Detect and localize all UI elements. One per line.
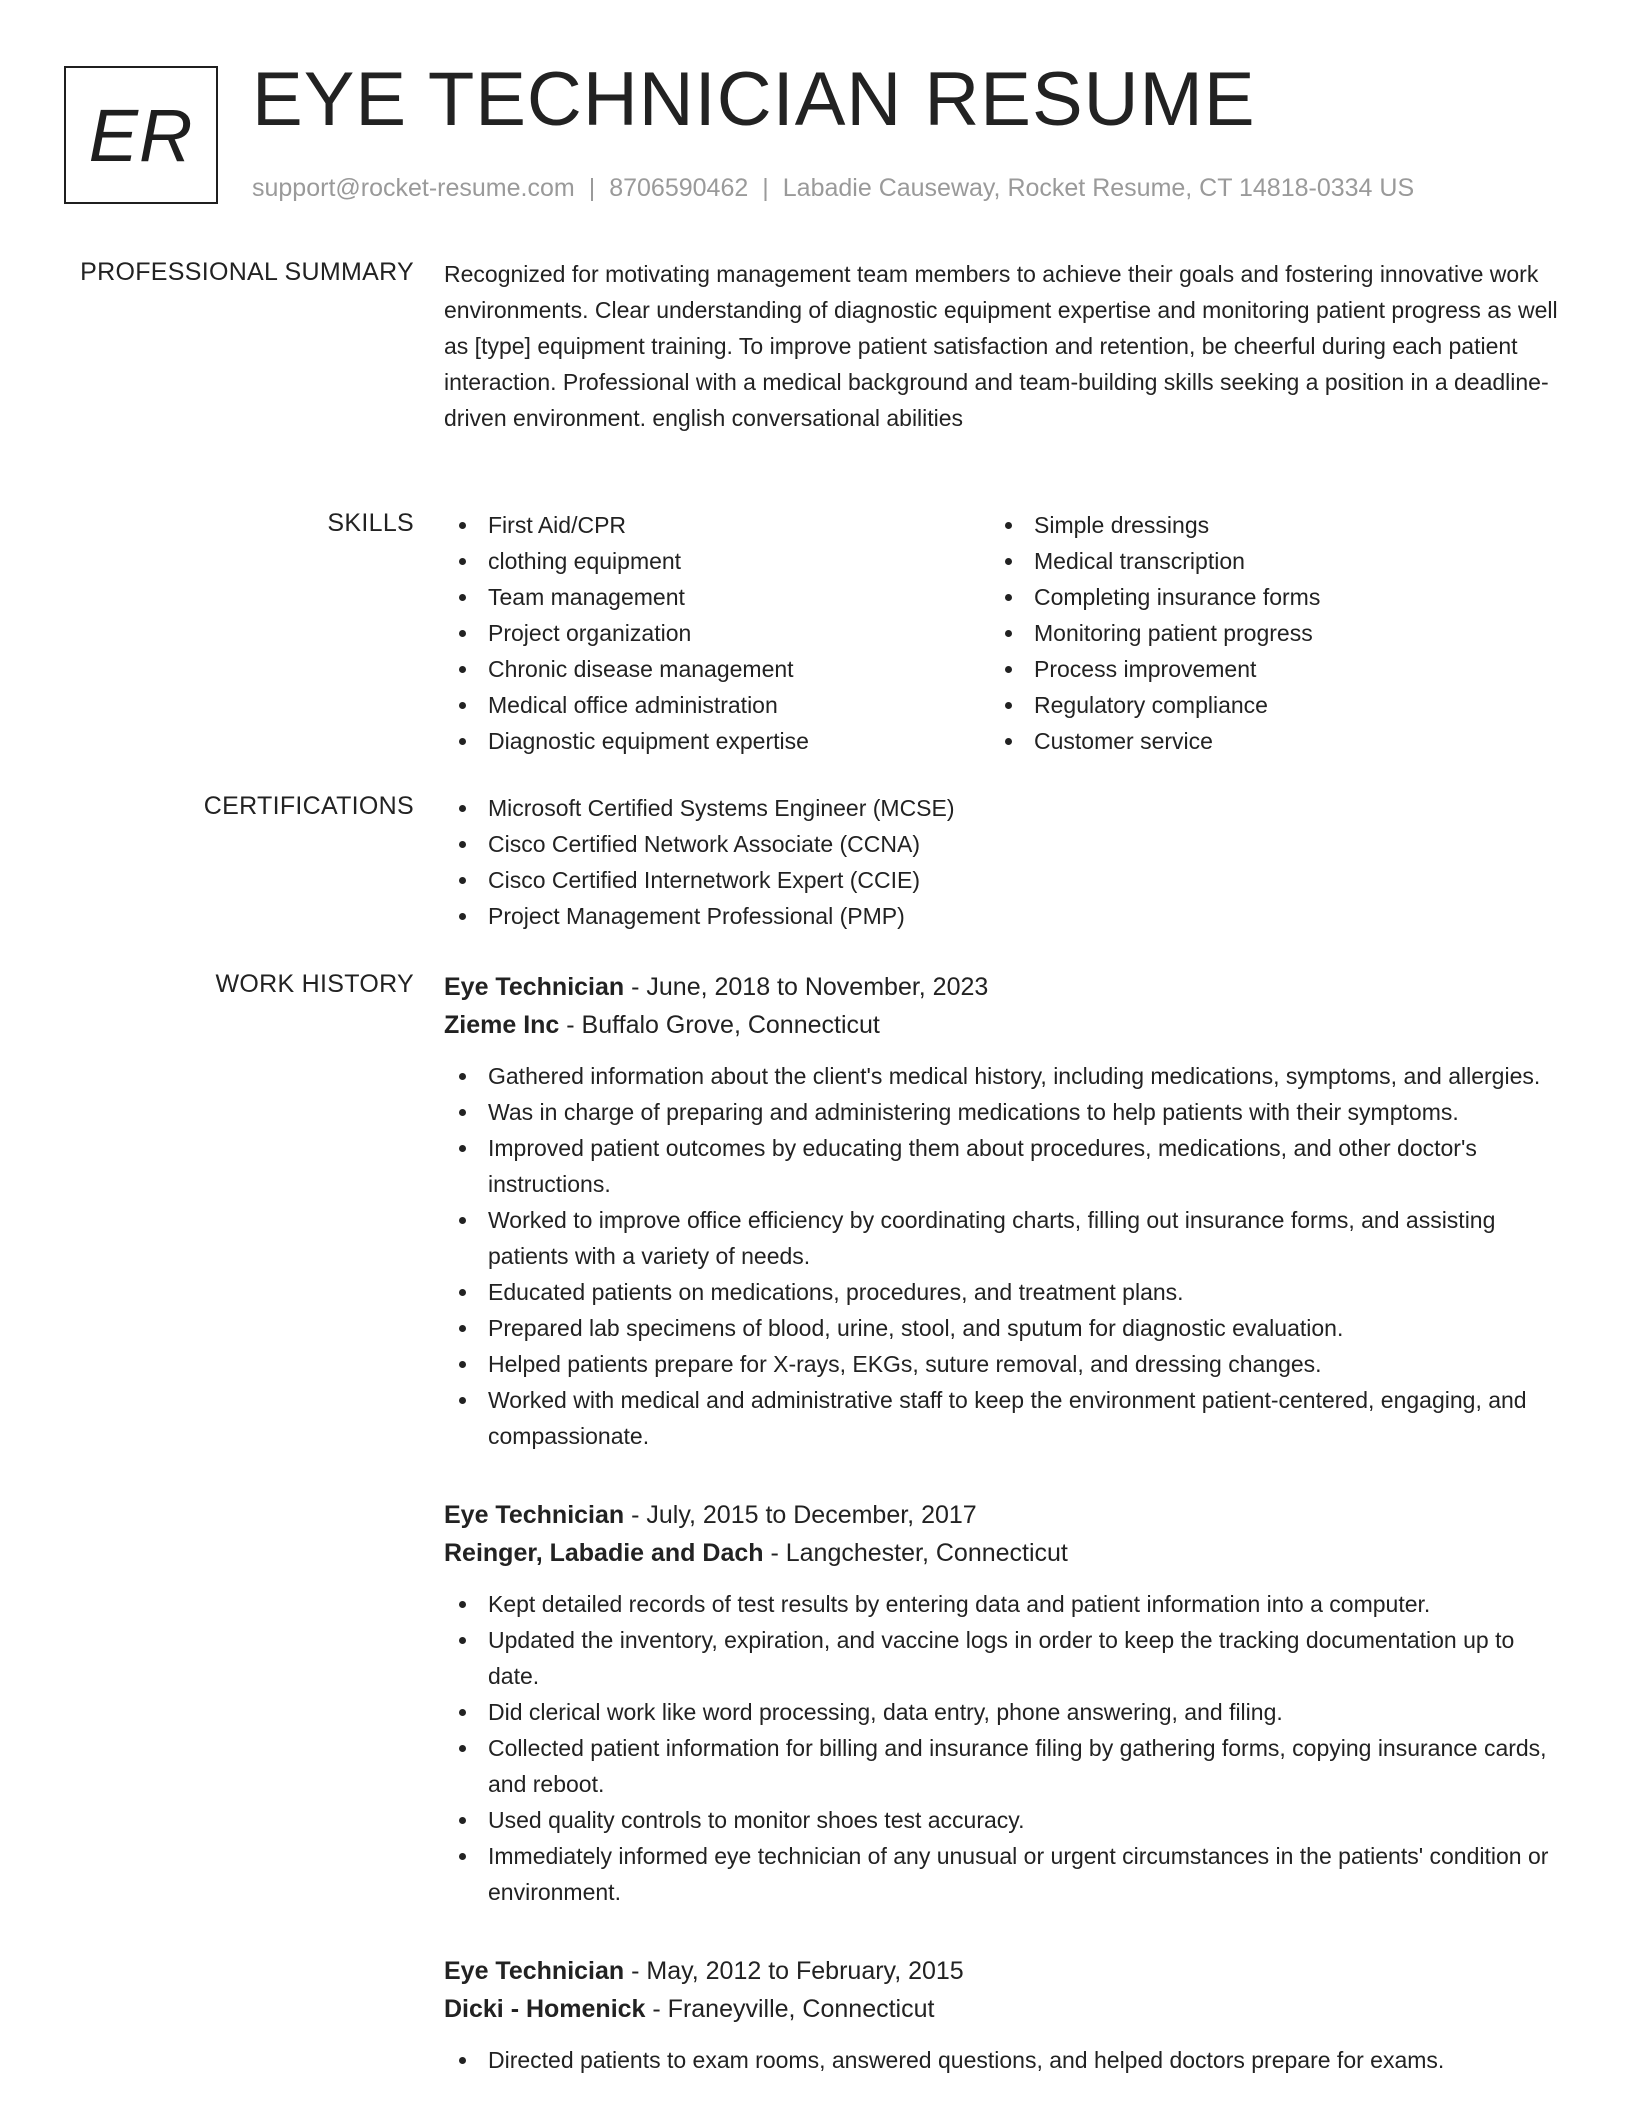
- initials-text: ER: [88, 93, 194, 177]
- certifications-body: [444, 790, 1562, 934]
- page-title: EYE TECHNICIAN RESUME: [252, 57, 1256, 142]
- work-history-heading: WORK HISTORY: [215, 970, 414, 998]
- job-duty: Kept detailed records of test results by entering data and patient information into a computer.: [444, 1586, 1562, 1622]
- job-dates: - June, 2018 to November, 2023: [624, 973, 989, 1001]
- certification-item: Cisco Certified Network Associate (CCNA): [444, 826, 1562, 862]
- job-company: Zieme Inc: [444, 1011, 560, 1039]
- initials-logo: [64, 66, 218, 204]
- job-entry: [444, 968, 1562, 1454]
- job-dates: - May, 2012 to February, 2015: [624, 1957, 964, 1985]
- job-company: Dicki - Homenick: [444, 1995, 646, 2023]
- job-location: - Langchester, Connecticut: [763, 1539, 1068, 1567]
- certification-item: Cisco Certified Internetwork Expert (CCIE): [444, 862, 1562, 898]
- job-duty: Gathered information about the client's medical history, including medications, symptoms, and allergies.: [444, 1058, 1562, 1094]
- job-company-line: [444, 1006, 1562, 1044]
- skill-item: Process improvement: [990, 651, 1536, 687]
- job-title-line: [444, 1496, 1562, 1534]
- contact-separator: |: [762, 174, 769, 202]
- skill-item: Project organization: [444, 615, 990, 651]
- skill-item: Diagnostic equipment expertise: [444, 723, 990, 759]
- job-duty: Immediately informed eye technician of any unusual or urgent circumstances in the patients' condition or environment.: [444, 1838, 1562, 1910]
- skill-item: Medical office administration: [444, 687, 990, 723]
- certifications-list: [444, 790, 1562, 934]
- contact-email: support@rocket-resume.com: [252, 174, 575, 202]
- skills-list-left: [444, 507, 990, 759]
- job-duty: Collected patient information for billing and insurance filing by gathering forms, copying insurance cards, and reboot.: [444, 1730, 1562, 1802]
- job-company-line: [444, 1534, 1562, 1572]
- skill-item: clothing equipment: [444, 543, 990, 579]
- job-duties-list: [444, 1586, 1562, 1910]
- job-location: - Buffalo Grove, Connecticut: [559, 1011, 880, 1039]
- job-duty: Improved patient outcomes by educating them about procedures, medications, and other doctor's instructions.: [444, 1130, 1562, 1202]
- skill-item: Simple dressings: [990, 507, 1536, 543]
- skills-heading: SKILLS: [327, 509, 414, 537]
- job-location: - Franeyville, Connecticut: [645, 1995, 935, 2023]
- job-duty: Worked to improve office efficiency by coordinating charts, filling out insurance forms, and assisting patients with a variety of needs.: [444, 1202, 1562, 1274]
- job-title-line: [444, 1952, 1562, 1990]
- summary-body: [444, 256, 1562, 436]
- skill-item: Chronic disease management: [444, 651, 990, 687]
- skills-list-right: [990, 507, 1536, 759]
- contact-separator: |: [588, 174, 596, 202]
- contact-info: [252, 174, 1414, 203]
- job-duty: Was in charge of preparing and administering medications to help patients with their symptoms.: [444, 1094, 1562, 1130]
- job-duties-list: [444, 2042, 1562, 2078]
- job-company: Reinger, Labadie and Dach: [444, 1539, 764, 1567]
- contact-address: Labadie Causeway, Rocket Resume, CT 14818-0334 US: [782, 174, 1415, 202]
- summary-heading: PROFESSIONAL SUMMARY: [80, 258, 414, 286]
- work-history-body: [444, 968, 1562, 2078]
- job-duty: Helped patients prepare for X-rays, EKGs, suture removal, and dressing changes.: [444, 1346, 1562, 1382]
- skill-item: Team management: [444, 579, 990, 615]
- skill-item: Medical transcription: [990, 543, 1536, 579]
- certification-item: Microsoft Certified Systems Engineer (MCSE): [444, 790, 1562, 826]
- job-title-line: [444, 968, 1562, 1006]
- skill-item: Customer service: [990, 723, 1536, 759]
- job-company-line: [444, 1990, 1562, 2028]
- job-duty: Educated patients on medications, procedures, and treatment plans.: [444, 1274, 1562, 1310]
- job-title: Eye Technician: [444, 1957, 625, 1985]
- job-title: Eye Technician: [444, 1501, 625, 1529]
- job-duty: Did clerical work like word processing, data entry, phone answering, and filing.: [444, 1694, 1562, 1730]
- job-duties-list: [444, 1058, 1562, 1454]
- job-duty: Prepared lab specimens of blood, urine, stool, and sputum for diagnostic evaluation.: [444, 1310, 1562, 1346]
- job-entry: [444, 1496, 1562, 1910]
- skill-item: Monitoring patient progress: [990, 615, 1536, 651]
- skill-item: Regulatory compliance: [990, 687, 1536, 723]
- job-duty: Updated the inventory, expiration, and vaccine logs in order to keep the tracking documentation up to date.: [444, 1622, 1562, 1694]
- job-title: Eye Technician: [444, 973, 625, 1001]
- certifications-heading: CERTIFICATIONS: [203, 792, 414, 820]
- job-duty: Worked with medical and administrative staff to keep the environment patient-centered, engaging, and compassionate.: [444, 1382, 1562, 1454]
- skill-item: First Aid/CPR: [444, 507, 990, 543]
- skill-item: Completing insurance forms: [990, 579, 1536, 615]
- contact-phone: 8706590462: [609, 174, 749, 202]
- job-dates: - July, 2015 to December, 2017: [624, 1501, 977, 1529]
- certification-item: Project Management Professional (PMP): [444, 898, 1562, 934]
- job-duty: Used quality controls to monitor shoes test accuracy.: [444, 1802, 1562, 1838]
- job-entry: [444, 1952, 1562, 2078]
- summary-text: Recognized for motivating management team members to achieve their goals and fostering innovative work environments. Clear understanding of diagnostic equipment expertise and monitoring patient progress as well as [type] equipment training. To improve patient satisfaction and retention, be cheerful during each patient interaction. Professional with a medical background and team-building skills seeking a position in a deadline-driven environment. english conversational abilities: [444, 261, 1558, 431]
- skills-body: [444, 507, 1562, 759]
- job-duty: Directed patients to exam rooms, answered questions, and helped doctors prepare for exams.: [444, 2042, 1562, 2078]
